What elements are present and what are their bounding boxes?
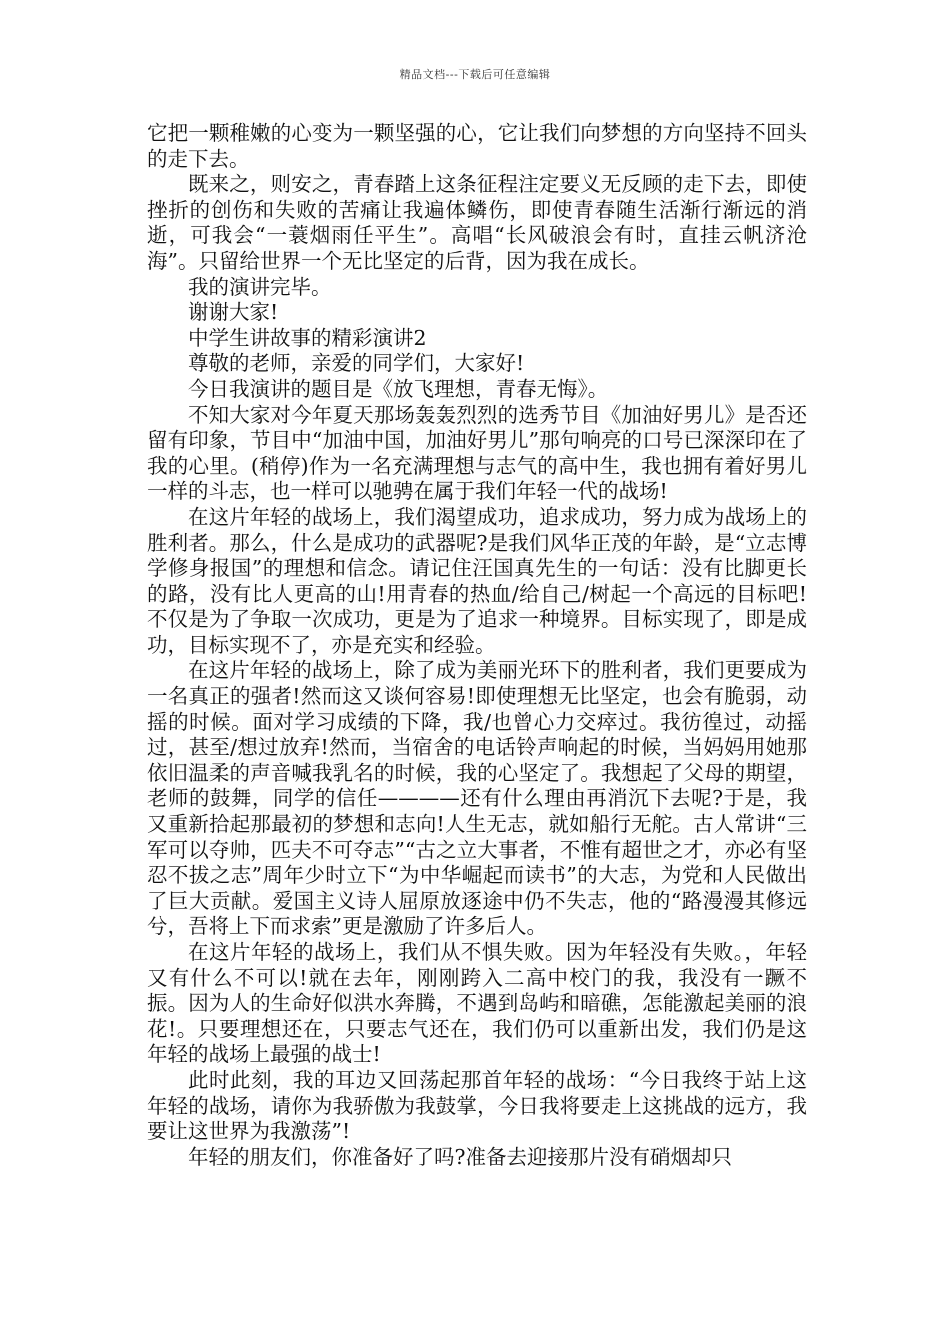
page-header: 精品文档---下载后可任意编辑 [399, 68, 551, 81]
paragraph: 今日我演讲的题目是《放飞理想，青春无悔》。 [188, 376, 609, 401]
paragraph: 不知大家对今年夏天那场轰轰烈烈的选秀节目《加油好男儿》是否还留有印象，节目中“加油中国，加油好男儿”那句响亮的口号已深深印在了我的心里。(稍停)作为一名充满理想与志气的高中生，我也拥有着好男儿一样的斗志，也一样可以驰骋在属于我们年轻一代的战场! [147, 402, 807, 504]
document-body [147, 121, 807, 1170]
paragraph: 尊敬的老师，亲爱的同学们，大家好! [188, 351, 525, 376]
paragraph: 既来之，则安之，青春踏上这条征程注定要义无反顾的走下去，即使挫折的创伤和失败的苦痛让我遍体鳞伤，即使青春随生活渐行渐远的消逝，可我会“一蓑烟雨任平生”。高唱“长风破浪会有时，直挂云帆济沧海”。只留给世界一个无比坚定的后背，因为我在成长。 [147, 172, 807, 273]
paragraph: 在这片年轻的战场上，除了成为美丽光环下的胜利者，我们更要成为一名真正的强者!然而这又谈何容易!即使理想无比坚定，也会有脆弱，动摇的时候。面对学习成绩的下降，我/也曾心力交瘁过。我彷徨过，动摇过，甚至/想过放弃!然而，当宿舍的电话铃声响起的时候，当妈妈用她那依旧温柔的声音喊我乳名的时候，我的心坚定了。我想起了父母的期望，老师的鼓舞，同学的信任————还有什么理由再消沉下去呢?于是，我又重新拾起那最初的梦想和志向!人生无志，就如船行无舵。古人常讲“三军可以夺帅，匹夫不可夺志”“古之立大事者，不惟有超世之才，亦必有坚忍不拔之志”周年少时立下“为中华崛起而读书”的大志，为党和人民做出了巨大贡献。爱国主义诗人屈原放逐途中仍不失志，他的“路漫漫其修远兮，吾将上下而求索”更是激励了许多后人。 [147, 658, 807, 939]
section-title: 中学生讲故事的精彩演讲2 [188, 325, 427, 350]
paragraph: 我的演讲完毕。 [188, 274, 332, 299]
paragraph: 在这片年轻的战场上，我们渴望成功，追求成功，努力成为战场上的胜利者。那么，什么是成功的武器呢?是我们风华正茂的年龄，是“立志博学修身报国”的理想和信念。请记住汪国真先生的一句话：没有比脚更长的路，没有比人更高的山!用青春的热血/给自己/树起一个高远的目标吧!不仅是为了争取一次成功，更是为了追求一种境界。目标实现了，即是成功，目标实现不了，亦是充实和经验。 [147, 504, 807, 657]
paragraph: 年轻的朋友们，你准备好了吗?准备去迎接那片没有硝烟却只 [188, 1144, 732, 1169]
paragraph: 谢谢大家! [188, 300, 279, 325]
paragraph: 此时此刻，我的耳边又回荡起那首年轻的战场：“今日我终于站上这年轻的战场，请你为我骄傲为我鼓掌，今日我将要走上这挑战的远方，我要让这世界为我激荡”! [147, 1067, 807, 1144]
paragraph: 在这片年轻的战场上，我们从不惧失败。因为年轻没有失败。，年轻又有什么不可以!就在去年，刚刚跨入二高中校门的我，我没有一蹶不振。因为人的生命好似洪水奔腾，不遇到岛屿和暗礁，怎能激起美丽的浪花!。只要理想还在，只要志气还在，我们仍可以重新出发，我们仍是这年轻的战场上最强的战士! [147, 940, 807, 1067]
paragraph: 它把一颗稚嫩的心变为一颗坚强的心，它让我们向梦想的方向坚持不回头的走下去。 [147, 121, 807, 171]
